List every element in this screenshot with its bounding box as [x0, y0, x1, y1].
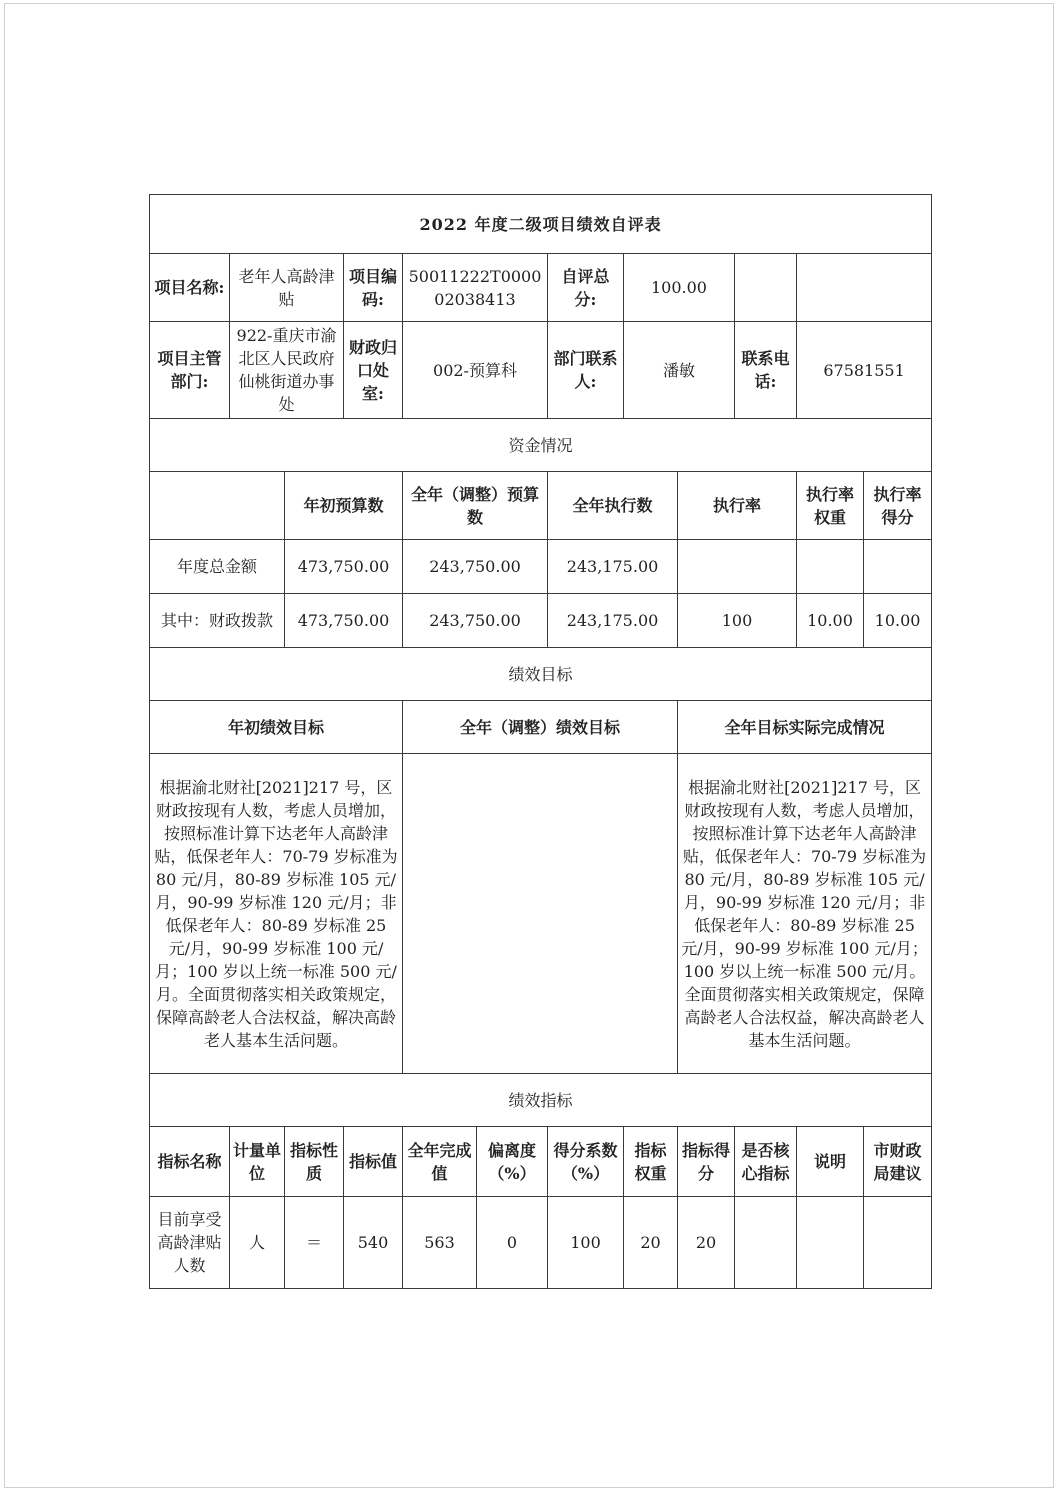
project-code: 50011222T000002038413 [403, 254, 548, 322]
self-evaluation-form [149, 194, 932, 1289]
indicator-header: 指标值 [344, 1127, 403, 1197]
dept-label: 项目主管部门: [150, 322, 230, 419]
funds-cell: 100 [678, 594, 797, 648]
funds-cell: 243,175.00 [548, 594, 678, 648]
funds-cell: 10.00 [864, 594, 932, 648]
indicator-cell: 100 [548, 1197, 624, 1289]
funds-cell: 243,750.00 [403, 540, 548, 594]
self-score: 100.00 [624, 254, 735, 322]
indicator-cell: 563 [403, 1197, 477, 1289]
indicator-header: 指标权重 [624, 1127, 678, 1197]
goals-header: 年初绩效目标 [150, 701, 403, 754]
indicator-cell: 20 [624, 1197, 678, 1289]
indicator-header: 偏离度（%） [477, 1127, 548, 1197]
initial-goal-text: 根据渝北财社[2021]217 号，区财政按现有人数，考虑人员增加，按照标准计算下达老年人高龄津贴，低保老年人：70-79 岁标准为 80 元/月，80-89 岁标准 105 元/月，90-99 岁标准 120 元/月；非低保老年人：80-89 岁标准 25 元/月，90-99 岁标准 100 元/月；100 岁以上统一标准 500 元/月。全面贯彻落实相关政策规定，保障高龄老人合法权益，解决高龄老人基本生活问题。 [150, 754, 403, 1074]
dept: 922-重庆市渝北区人民政府仙桃街道办事处 [230, 322, 344, 419]
funds-header-blank [150, 472, 285, 540]
funds-cell [797, 540, 864, 594]
funds-header: 年初预算数 [285, 472, 403, 540]
indicator-cell: 目前享受高龄津贴人数 [150, 1197, 230, 1289]
funds-header: 执行率得分 [864, 472, 932, 540]
funds-cell: 473,750.00 [285, 540, 403, 594]
indicator-header: 全年完成值 [403, 1127, 477, 1197]
indicator-header: 市财政局建议 [864, 1127, 932, 1197]
project-code-label: 项目编码: [344, 254, 403, 322]
indicator-header: 说明 [797, 1127, 864, 1197]
funds-row-label: 其中：财政拨款 [150, 594, 285, 648]
funds-cell [678, 540, 797, 594]
indicator-header: 指标性质 [285, 1127, 344, 1197]
goals-header: 全年目标实际完成情况 [678, 701, 932, 754]
funds-cell: 243,750.00 [403, 594, 548, 648]
indicator-cell: 540 [344, 1197, 403, 1289]
phone-label: 联系电话: [735, 322, 797, 419]
funds-cell [864, 540, 932, 594]
indicator-header: 计量单位 [230, 1127, 285, 1197]
funds-cell: 473,750.00 [285, 594, 403, 648]
self-score-label: 自评总分: [548, 254, 624, 322]
funds-cell: 10.00 [797, 594, 864, 648]
empty-cell [797, 254, 932, 322]
empty-cell [735, 254, 797, 322]
document-page [4, 3, 1054, 1488]
indicator-cell [864, 1197, 932, 1289]
contact: 潘敏 [624, 322, 735, 419]
finance-office: 002-预算科 [403, 322, 548, 419]
goals-header: 全年（调整）绩效目标 [403, 701, 678, 754]
indicator-cell: 人 [230, 1197, 285, 1289]
indicator-cell: ＝ [285, 1197, 344, 1289]
indicator-header: 指标名称 [150, 1127, 230, 1197]
indicator-cell: 20 [678, 1197, 735, 1289]
goals-section-title: 绩效目标 [150, 648, 932, 701]
actual-completion-text: 根据渝北财社[2021]217 号，区财政按现有人数，考虑人员增加，按照标准计算下达老年人高龄津贴，低保老年人：70-79 岁标准为 80 元/月，80-89 岁标准 105 元/月，90-99 岁标准 120 元/月；非低保老年人：80-89 岁标准 25 元/月，90-99 岁标准 100 元/月；100 岁以上统一标准 500 元/月。全面贯彻落实相关政策规定，保障高龄老人合法权益，解决高龄老人基本生活问题。 [678, 754, 932, 1074]
funds-row-label: 年度总金额 [150, 540, 285, 594]
phone: 67581551 [797, 322, 932, 419]
funds-section-title: 资金情况 [150, 419, 932, 472]
funds-header: 执行率权重 [797, 472, 864, 540]
funds-cell: 243,175.00 [548, 540, 678, 594]
project-name: 老年人高龄津贴 [230, 254, 344, 322]
funds-header: 全年（调整）预算数 [403, 472, 548, 540]
indicator-cell [735, 1197, 797, 1289]
project-name-label: 项目名称: [150, 254, 230, 322]
indicator-cell: 0 [477, 1197, 548, 1289]
indicator-header: 是否核心指标 [735, 1127, 797, 1197]
funds-header: 全年执行数 [548, 472, 678, 540]
funds-header: 执行率 [678, 472, 797, 540]
form-title: 2022 年度二级项目绩效自评表 [150, 195, 932, 254]
contact-label: 部门联系人: [548, 322, 624, 419]
finance-office-label: 财政归口处室: [344, 322, 403, 419]
indicator-header: 指标得分 [678, 1127, 735, 1197]
adjusted-goal-text [403, 754, 678, 1074]
indicators-section-title: 绩效指标 [150, 1074, 932, 1127]
indicator-header: 得分系数（%） [548, 1127, 624, 1197]
indicator-cell [797, 1197, 864, 1289]
